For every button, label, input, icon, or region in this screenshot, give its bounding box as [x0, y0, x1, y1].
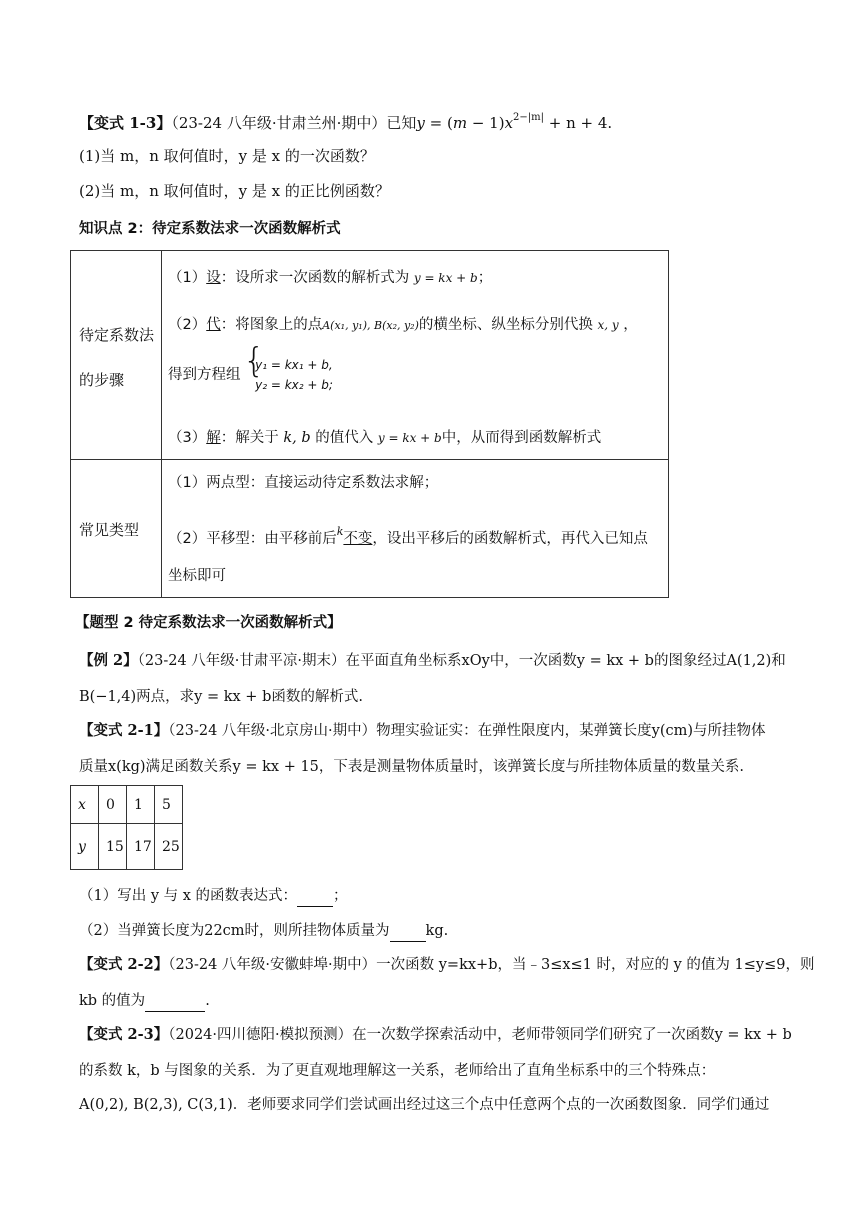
equation-y: y: [416, 114, 425, 132]
example-2-line2: B(−1,4)两点，求y = kx + b函数的解析式.: [79, 689, 363, 705]
step-1: [168, 267, 492, 289]
variant-2-3-line1: [79, 1024, 792, 1046]
step-formula: y = kx + b: [377, 431, 442, 445]
row-label-types: 常见类型: [79, 521, 140, 539]
step-text: ：解关于: [220, 430, 279, 446]
table-cell: 25: [155, 824, 183, 870]
step-end: ，: [623, 317, 638, 333]
knowledge-heading: 知识点 2：待定系数法求一次函数解析式: [79, 221, 341, 237]
equation-m: m: [452, 114, 468, 132]
variant-1-3-line: [79, 107, 612, 134]
variant-tag: 【变式 2-2】: [79, 956, 169, 973]
variant-2-3-line3: A(0,2), B(2,3), C(3,1)．老师要求同学们尝试画出经过这三个点中任意两个点的一次函数图象．同学们通过: [79, 1097, 770, 1113]
variant-text: （23-24 八年级·北京房山·期中）物理实验证实：在弹性限度内，某弹簧长度y(cm)与所挂物体: [168, 723, 766, 739]
step-end: ；: [477, 270, 493, 286]
table-cell: 5: [155, 786, 183, 824]
row-label-b: 的步骤: [79, 371, 125, 389]
step-vars: k, b: [283, 430, 311, 446]
system-eq-2: y₂ = kx₂ + b;: [255, 378, 333, 392]
type-keyword: 不变: [343, 531, 373, 547]
question-text: （2）当弹簧长度为22cm时，则所挂物体质量为: [79, 923, 390, 939]
equation-system: [245, 355, 333, 395]
system-eq-1: { y₁ = kx₁ + b,: [255, 358, 333, 372]
table-row: [71, 786, 183, 824]
variant-source: （23-24 八年级·甘肃兰州·期中）已知: [171, 114, 417, 132]
answer-blank[interactable]: [297, 892, 333, 907]
topic-heading: 【题型 2 待定系数法求一次函数解析式】: [75, 615, 342, 631]
equation-x: x: [504, 114, 514, 132]
question-end: kg.: [425, 923, 449, 939]
step-text: ：设所求一次函数的解析式为: [220, 270, 410, 286]
method-table: [70, 250, 669, 598]
step-vars: x, y: [597, 318, 619, 332]
data-table: [70, 785, 183, 870]
question-text: kb 的值为: [79, 993, 146, 1009]
step-number: （3）: [168, 430, 207, 446]
table-cell: 17: [127, 824, 155, 870]
equation-part: = (: [424, 114, 453, 132]
step-number: （1）: [168, 270, 207, 286]
step-text: 得到方程组: [168, 367, 241, 383]
step-keyword: 解: [206, 430, 221, 446]
table-row: [71, 824, 183, 870]
variant-2-1-line2: 质量x(kg)满足函数关系y = kx + 15，下表是测量物体质量时，该弹簧长度与所挂物体质量的数量关系.: [79, 759, 745, 775]
example-tag: 【例 2】: [79, 652, 138, 669]
step-points: A(x₁, y₁), B(x₂, y₂): [322, 319, 419, 332]
variant-2-3-line2: 的系数 k，b 与图象的关系．为了更直观地理解这一关系，老师给出了直角坐标系中的三个特殊点：: [79, 1063, 716, 1079]
step-2-system: [168, 355, 333, 395]
example-2-line1: [79, 650, 786, 672]
type-1: （1）两点型：直接运动待定系数法求解；: [168, 475, 439, 491]
question-text: （1）写出 y 与 x 的函数表达式：: [79, 888, 298, 904]
type-text: （2）平移型：由平移前后: [168, 531, 337, 547]
question-2: (2)当 m，n 取何值时，y 是 x 的正比例函数？: [79, 182, 390, 200]
variant-tag: 【变式 2-3】: [79, 1026, 169, 1043]
table-cell: 1: [127, 786, 155, 824]
table-cell: y: [71, 824, 99, 870]
table-divider: [161, 251, 162, 597]
step-text: 的值代入: [315, 430, 374, 446]
step-formula: y = kx + b: [413, 271, 478, 285]
step-keyword: 代: [206, 317, 221, 333]
variant-text: （2024·四川德阳·模拟预测）在一次数学探索活动中，老师带领同学们研究了一次函数y = kx + b: [168, 1027, 792, 1043]
step-keyword: 设: [206, 270, 221, 286]
step-text: ：将图象上的点: [220, 317, 323, 333]
type-2-line2: 坐标即可: [168, 568, 226, 584]
row-label-a: 待定系数法: [79, 326, 155, 344]
step-2: [168, 314, 638, 337]
variant-2-2-line1: [79, 954, 814, 976]
variant-2-1-q2: [79, 920, 448, 942]
variant-tag: 【变式 2-1】: [79, 722, 169, 739]
answer-blank[interactable]: [390, 927, 426, 942]
question-1: (1)当 m，n 取何值时，y 是 x 的一次函数？: [79, 147, 375, 165]
variant-2-1-line1: [79, 720, 766, 742]
question-end: .: [205, 993, 210, 1009]
variant-text: （23-24 八年级·安徽蚌埠·期中）一次函数 y=kx+b，当﹣3≤x≤1 时，对应的 y 的值为 1≤y≤9，则: [168, 957, 815, 973]
variant-tag: 【变式 1-3】: [79, 114, 172, 132]
type-text: ，设出平移后的函数解析式，再代入已知点: [372, 531, 648, 547]
equation-exponent: 2−|m|: [513, 112, 545, 123]
answer-blank[interactable]: [145, 997, 205, 1012]
table-cell: x: [71, 786, 99, 824]
question-end: ；: [333, 888, 348, 904]
example-text: （23-24 八年级·甘肃平凉·期末）在平面直角坐标系xOy中，一次函数y = kx + b的图象经过A(1,2)和: [137, 653, 786, 669]
table-cell: 15: [99, 824, 127, 870]
type-k: k: [336, 525, 344, 538]
equation-tail: + n + 4.: [544, 114, 613, 132]
step-number: （2）: [168, 317, 207, 333]
variant-2-1-q1: [79, 885, 348, 907]
table-cell: 0: [99, 786, 127, 824]
variant-2-2-line2: [79, 990, 210, 1012]
step-text: 的横坐标、纵坐标分别代换: [418, 317, 593, 333]
step-3: [168, 427, 601, 449]
equation-part: − 1): [467, 114, 505, 132]
step-end: 中，从而得到函数解析式: [441, 430, 602, 446]
type-2: [168, 521, 648, 550]
